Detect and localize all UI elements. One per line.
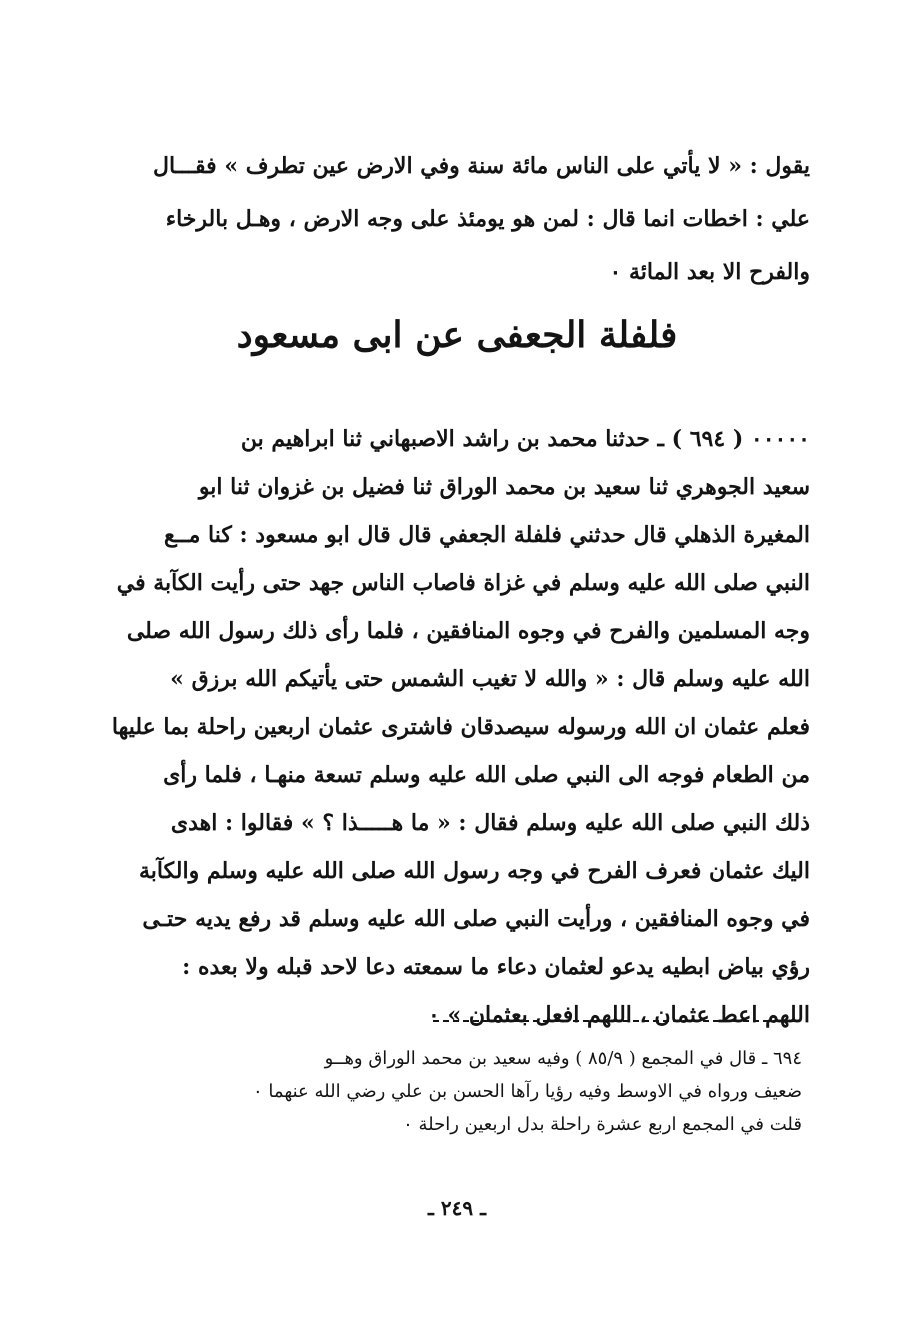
- footnote-line: ٦٩٤ ـ قال في المجمع ( ٨٥/٩ ) وفيه سعيد بن محمد الوراق وهــو: [324, 1048, 802, 1069]
- body-line: المغيرة الذهلي قال حدثني فلفلة الجعفي قال قال ابو مسعود : كنا مــع: [163, 522, 810, 548]
- body-line: ذلك النبي صلى الله عليه وسلم فقال : « ما هـــــذا ؟ » فقالوا : اهدى: [170, 810, 810, 836]
- intro-line: يقول : « لا يأتي على الناس مائة سنة وفي الارض عين تطرف » فقـــال: [153, 153, 810, 179]
- body-line: في وجوه المنافقين ، ورأيت النبي صلى الله عليه وسلم قد رفع يديه حتـى: [142, 906, 810, 932]
- body-line: فعلم عثمان ان الله ورسوله سيصدقان فاشترى عثمان اربعين راحلة بما عليها: [111, 714, 810, 740]
- footnote-line: قلت في المجمع اربع عشرة راحلة بدل اربعين راحلة ٠: [403, 1114, 802, 1135]
- body-line: سعيد الجوهري ثنا سعيد بن محمد الوراق ثنا فضيل بن غزوان ثنا ابو: [198, 474, 810, 500]
- body-line: من الطعام فوجه الى النبي صلى الله عليه وسلم تسعة منهـا ، فلما رأى: [163, 762, 810, 788]
- footnote-line: ضعيف ورواه في الاوسط وفيه رؤيا رآها الحسن بن علي رضي الله عنهما ٠: [253, 1081, 802, 1102]
- intro-paragraph: [95, 140, 810, 299]
- footnote-separator: [433, 1020, 799, 1022]
- section-title: فلفلة الجعفى عن ابى مسعود: [236, 314, 678, 356]
- body-line: وجه المسلمين والفرح في وجوه المنافقين ، فلما رأى ذلك رسول الله صلى: [126, 618, 810, 644]
- body-line: النبي صلى الله عليه وسلم في غزاة فاصاب الناس جهد حتى رأيت الكآبة في: [116, 570, 810, 596]
- body-line: الله عليه وسلم قال : « والله لا تغيب الشمس حتى يأتيكم الله برزق »: [170, 666, 810, 692]
- footnote: [112, 1042, 802, 1141]
- body-line: رؤي بياض ابطيه يدعو لعثمان دعاء ما سمعته دعا لاحد قبله ولا بعده :: [182, 954, 810, 980]
- hadith-body: [95, 415, 810, 1039]
- body-line: اليك عثمان فعرف الفرح في وجه رسول الله صلى الله عليه وسلم والكآبة: [138, 858, 810, 884]
- intro-line: علي : اخطات انما قال : لمن هو يومئذ على وجه الارض ، وهـل بالرخاء: [165, 206, 810, 232]
- intro-line: والفرح الا بعد المائة ٠: [609, 259, 810, 285]
- page-number: ـ ٢٤٩ ـ: [428, 1196, 486, 1220]
- body-line: اللهم اعط عثمان ، اللهم افعل بعثمان » ٠: [427, 1002, 810, 1028]
- body-line: ٠٠٠٠٠ ( ٦٩٤ ) ـ حدثنا محمد بن راشد الاصبهاني ثنا ابراهيم بن: [240, 426, 810, 452]
